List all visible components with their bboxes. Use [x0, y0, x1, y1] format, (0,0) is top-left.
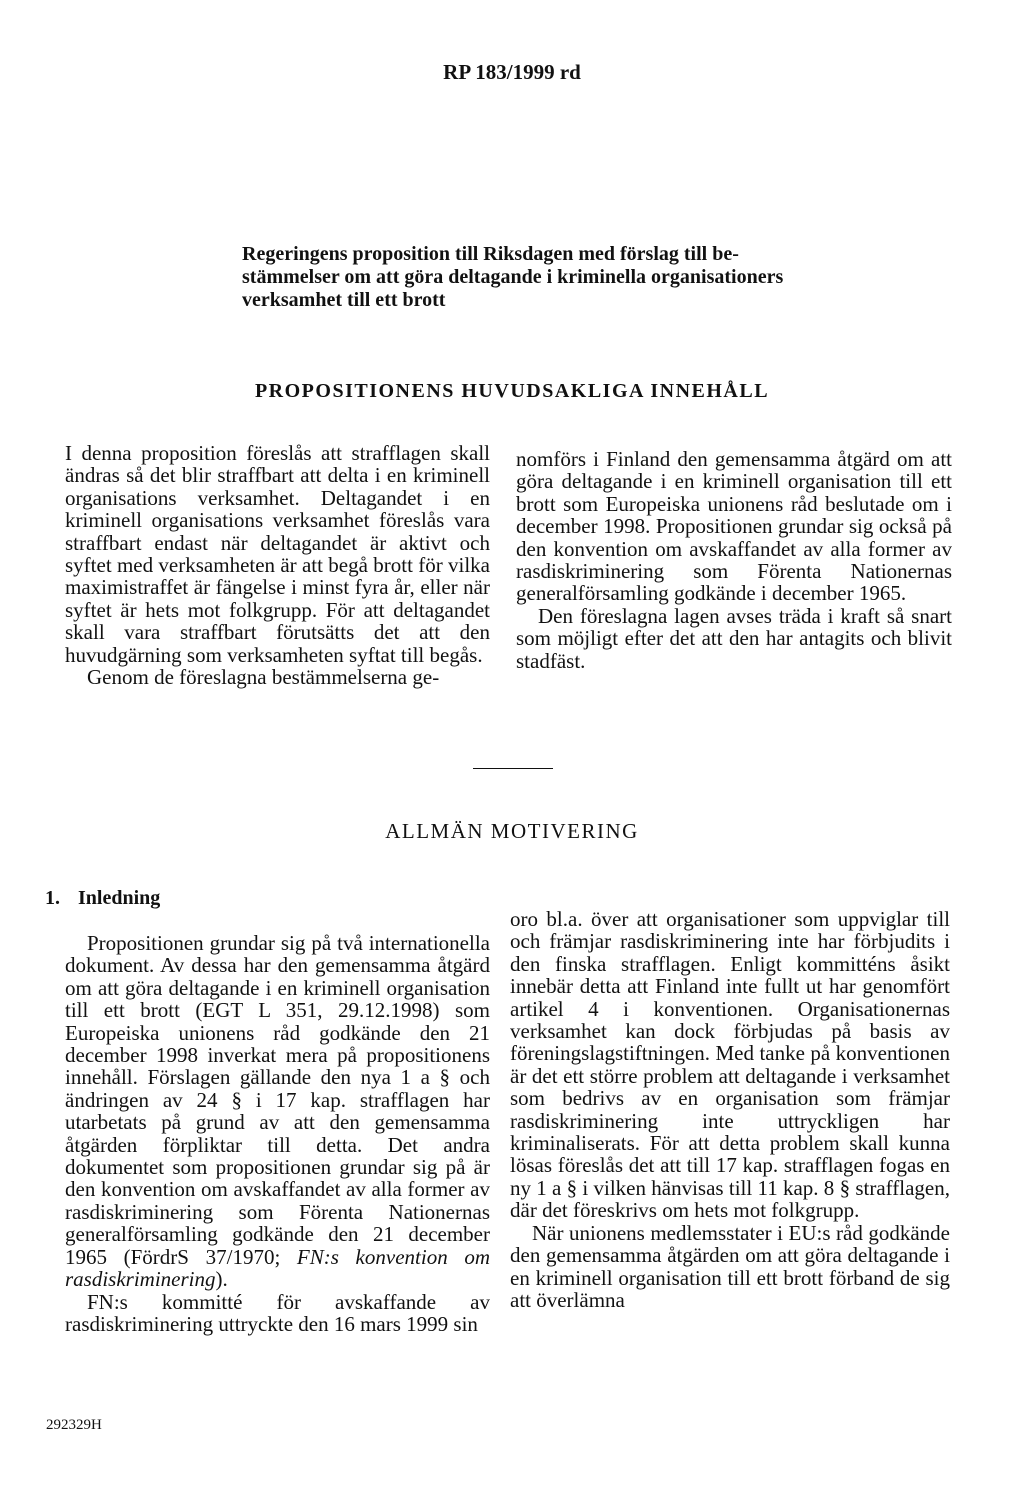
summary-paragraph-4: Den föreslagna lagen avses träda i kraft så snart som möjligt efter det att den har antagits och blivit stadfäst.: [516, 603, 952, 673]
section-number: 1.: [45, 887, 60, 909]
summary-paragraph-3: nomförs i Finland den gemensamma åtgärd om att göra deltagande i en kriminell organisation till ett brott som Europeiska unionens råd beslutade om i december 1998. Propositionen grundar sig också på den konvention om avskaffandet av alla former av rasdiskriminering som Förenta Nationernas generalförsamling godkände i december 1965.: [516, 447, 952, 606]
introduction-paragraph-4: När unionens medlemsstater i EU:s råd godkände den gemensamma åtgärden om att göra deltagande i en kriminell organisation till ett brott förband de sig att överlämna: [510, 1220, 950, 1312]
proposition-title: [242, 243, 962, 312]
title-line-1: Regeringens proposition till Riksdagen med förslag till be-: [242, 243, 739, 265]
summary-left-column: [65, 442, 490, 688]
title-line-3: verksamhet till ett brott: [242, 289, 446, 311]
title-line-2: stämmelser om att göra deltagande i kriminella organisationers: [242, 266, 784, 288]
summary-paragraph-2: Genom de föreslagna bestämmelserna ge-: [87, 665, 440, 690]
general-motivation-heading: ALLMÄN MOTIVERING: [385, 819, 639, 843]
introduction-right-column: [510, 908, 950, 1311]
introduction-paragraph-1-text: Propositionen grundar sig på två internationella dokument. Av dessa har den gemensamma åtgärd om att göra deltagande i en kriminell organisation till ett brott (EGT L 351, 29.12.1998) som Europeiska unionens råd godkände den 21 december 1998 inverkat mera på propositionens innehåll. Förslagen gällande den nya 1 a § och ändringen av 24 § i 17 kap. strafflagen har utarbetats på grund av att den gemensamma åtgärden förpliktar till detta. Det andra dokumentet som propositionen grundar sig på är den konvention om avskaffandet av alla former av rasdiskriminering som Förenta Nationernas generalförsamling godkände den 21 december 1965 (FördrS 37/1970;: [65, 931, 490, 1269]
convention-short-title: FN:s konvention om rasdiskriminering: [65, 1244, 490, 1292]
summary-right-column: [516, 448, 952, 672]
summary-heading: PROPOSITIONENS HUVUDSAKLIGA INNEHÅLL: [254, 380, 770, 402]
introduction-paragraph-1-end: ).: [215, 1267, 228, 1292]
section-divider: [473, 768, 553, 769]
section-title: Inledning: [78, 887, 161, 909]
page-code: 292329H: [46, 1417, 102, 1433]
introduction-paragraph-3: oro bl.a. över att organisationer som uppviglar till och främjar rasdiskriminering inte har förbjudits i den finska strafflagen. Enligt kommitténs åsikt innebär detta att Finland inte fullt ut har genomfört artikel 4 i konventionen. Organisationernas verksamhet kan dock förbjudas på basis av föreningslagstiftningen. Med tanke på konventionen är det ett större problem att deltagande i verksamhet som bedrivs av en organisation som främjar rasdiskriminering inte uttryckligen har kriminaliserats. För att detta problem skall kunna lösas föreslås det att till 17 kap. strafflagen fogas en ny 1 a § i vilken hänvisas till 11 kap. 8 § strafflagen, där det föreskrivs om hets mot folkgrupp.: [510, 907, 950, 1223]
introduction-paragraph-1: [65, 932, 490, 1291]
section-heading: [45, 887, 160, 910]
summary-paragraph-1: I denna proposition föreslås att strafflagen skall ändras så det blir straffbart att delta i en kriminell organisations verksamhet. Deltagandet i en kriminell organisations verksamhet föreslås vara straffbart endast när deltagandet är aktivt och syftet med verksamheten är att begå brott för vilka maximistraffet är fängelse i minst fyra år, eller när syftet är hets mot folkgrupp. För att deltagandet skall vara straffbart förutsätts det att den huvudgärning som verksamheten syftat till begås.: [65, 441, 490, 667]
introduction-left-column: [65, 932, 490, 1335]
introduction-paragraph-2: FN:s kommitté för avskaffande av rasdiskriminering uttryckte den 16 mars 1999 sin: [65, 1289, 490, 1336]
document-reference: RP 183/1999 rd: [443, 60, 581, 84]
